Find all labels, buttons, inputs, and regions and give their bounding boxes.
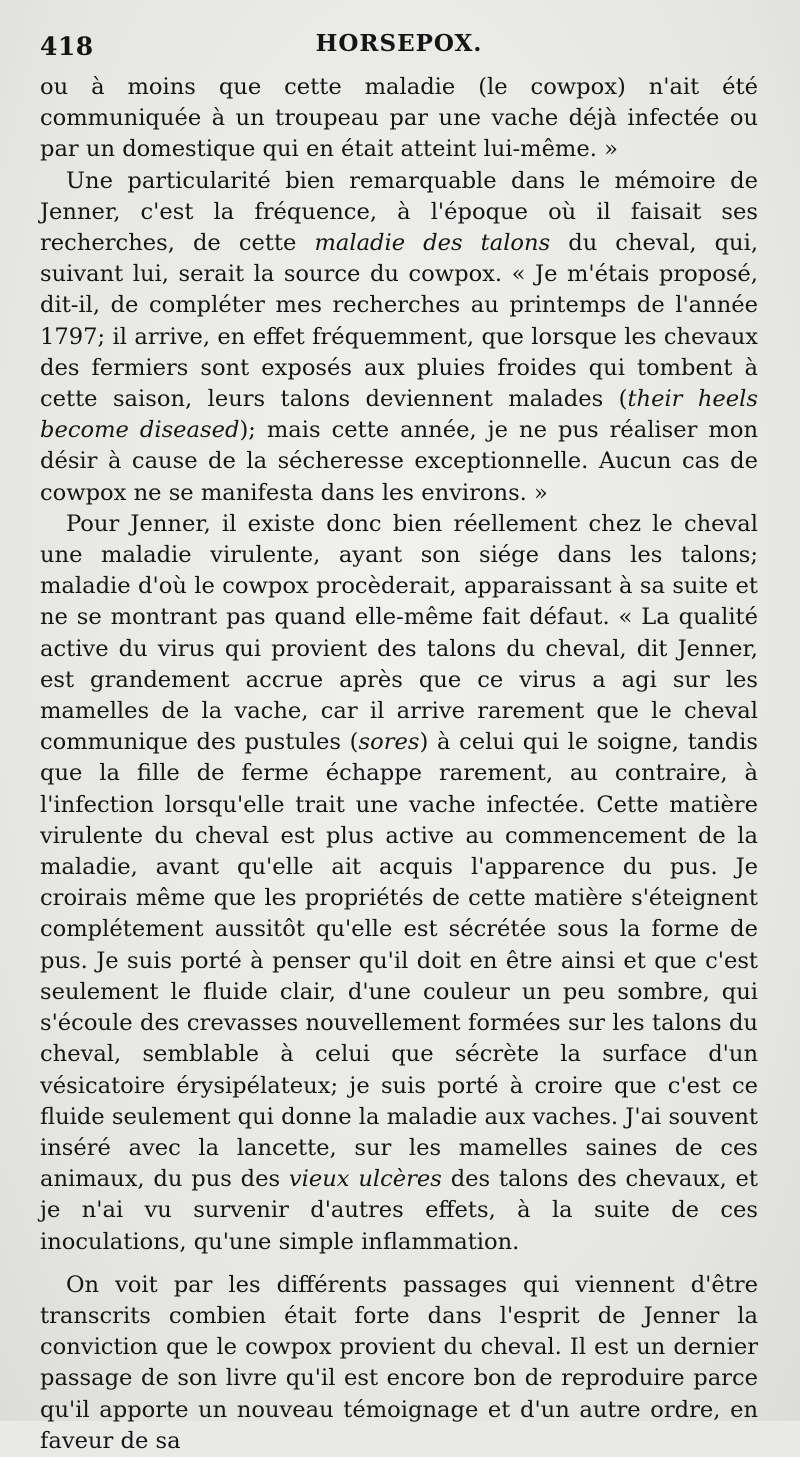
text-run: On voit par les différents passages qui viennent d'être transcrits combien était forte dans l'esprit de Jenner la conviction que le cowpox provient du cheval. Il est un dernier passage de son livre qu'il est encore bon de reproduire parce qu'il apporte un nouveau témoignage et d'un autre ordre, en faveur de sa xyxy=(40,1271,758,1454)
page-number: 418 xyxy=(40,32,94,61)
italic-term: sores xyxy=(358,729,420,756)
text-run: ou à moins que cette maladie (le cowpox) n'ait été communiquée à un troupeau par une vache déjà infectée ou par un domestique qui en était atteint lui-même. » xyxy=(40,74,758,163)
italic-term: vieux ulcères xyxy=(288,1166,442,1193)
body-text xyxy=(40,72,758,1457)
italic-term: maladie des talons xyxy=(314,230,551,257)
text-run: Pour Jenner, il existe donc bien réellement chez le cheval une maladie virulente, ayant son siége dans les talons; maladie d'où le cowpox procèderait, apparaissant à sa suite et ne se montrant pas quand elle-même fait défaut. « La qualité active du virus qui provient des talons du cheval, dit Jenner, est grandement accrue après que ce virus a agi sur les mamelles de la vache, car il arrive rarement que le cheval communique des pustules ( xyxy=(40,510,758,756)
running-head xyxy=(40,28,758,72)
text-run: Une particularité bien remarquable dans le mémoire de Jenner, c'est la fréquence, à l'époque où il faisait ses recherches, de cette xyxy=(40,167,758,257)
paragraph-continued-quote xyxy=(40,72,758,166)
text-run: des talons des chevaux, et je n'ai vu survenir d'autres effets, à la suite de ces inoculations, qu'une simple inflammation. xyxy=(40,1166,759,1255)
text-run: du cheval, qui, suivant lui, serait la source du cowpox. « Je m'étais proposé, dit-il, de compléter mes recherches au printemps de l'année 1797; il arrive, en effet fréquemment, que lorsque les chevaux des fermiers sont exposés aux pluies froides qui tombent à cette saison, leurs talons deviennent malades ( xyxy=(40,230,759,413)
running-title: HORSEPOX. xyxy=(315,30,483,57)
paragraph-conviction xyxy=(40,1270,758,1457)
italic-term: their heels become diseased xyxy=(40,386,758,444)
text-run: ) à celui qui le soigne, tandis que la fille de ferme échappe rarement, au contraire, à l'infection lorsqu'elle trait une vache infectée. Cette matière virulente du cheval est plus active au commencement de la maladie, avant qu'elle ait acquis l'apparence du pus. Je croirais même que les propriétés de cette matière s'éteignent complétement aussitôt qu'elle est sécrétée sous la forme de pus. Je suis porté à penser qu'il doit en être ainsi et que c'est seulement le fluide clair, d'une couleur un peu sombre, qui s'écoule des crevasses nouvellement formées sur les talons du cheval, semblable à celui que sécrète la surface d'un vésicatoire érysipélateux; je suis porté à croire que c'est ce fluide seulement qui donne la maladie aux vaches. J'ai souvent inséré avec la lancette, sur les mamelles saines de ces animaux, du pus des xyxy=(40,729,758,1193)
paragraph-virulent-disease xyxy=(40,509,758,1258)
paragraph-heel-disease xyxy=(40,166,758,509)
text-run: ); mais cette année, je ne pus réaliser mon désir à cause de la sécheresse exceptionnelle. Aucun cas de cowpox ne se manifesta dans les environs. » xyxy=(40,417,759,506)
